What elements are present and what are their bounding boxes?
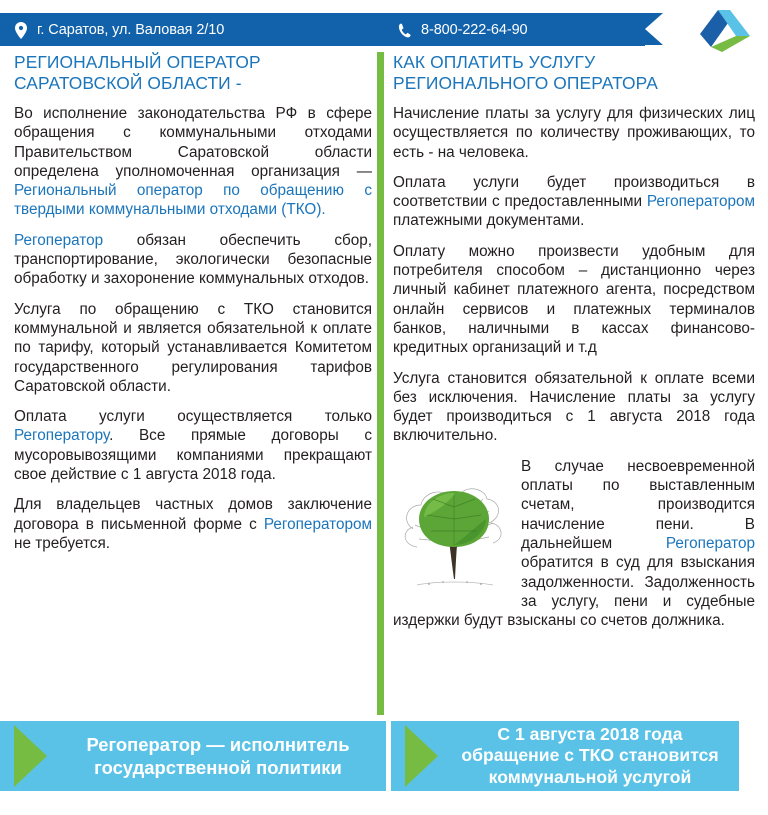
right-title-line-2: РЕГИОНАЛЬНОГО ОПЕРАТОРА <box>393 73 658 93</box>
highlighted-term: Регоператор <box>665 534 755 552</box>
text-run: . Все прямые договоры с мусоровывозящими компаниями прекращают свое действие с 1 августа 2018 года. <box>14 427 372 484</box>
chevron-right-icon <box>14 725 47 787</box>
paragraph <box>14 300 372 396</box>
left-column <box>14 52 372 553</box>
right-column-title <box>393 52 755 94</box>
highlighted-term: Региональный оператор по обращению с твердыми коммунальными отходами (ТКО). <box>14 182 372 219</box>
paragraph <box>14 495 372 553</box>
chevron-right-icon <box>405 725 438 787</box>
text-run: Оплата услуги будет производиться в соответствии с предоставленными <box>393 173 755 211</box>
map-pin-icon <box>14 22 28 39</box>
highlighted-term: Регоператором <box>263 515 372 533</box>
banner-right-line-2: обращение с ТКО становится <box>461 745 719 766</box>
tree-illustration <box>393 461 515 596</box>
text-run: Услуга по обращению с ТКО становится коммунальной и является обязательной к оплате по тарифу, который устанавливается Комитетом государственного регулирования тарифов Саратовской области. <box>14 300 372 395</box>
paragraph <box>393 369 755 446</box>
highlighted-term: Регоператор <box>14 231 104 249</box>
phone-block[interactable] <box>398 13 528 46</box>
right-title-line-1: КАК ОПЛАТИТЬ УСЛУГУ <box>393 52 596 72</box>
phone-icon <box>398 22 412 39</box>
text-run: Оплата услуги осуществляется только <box>14 408 372 426</box>
left-title-line-1: РЕГИОНАЛЬНЫЙ ОПЕРАТОР <box>14 52 261 72</box>
banner-right-line-3: коммунальной услугой <box>488 766 692 787</box>
banner-right-line-1: С 1 августа 2018 года <box>497 723 683 744</box>
left-column-title <box>14 52 372 94</box>
content-columns <box>0 52 768 715</box>
text-run: обратится в суд для взыскания задолженности. Задолженность за услугу, пени и судебные издержки будут взысканы со счетов должника. <box>393 554 755 630</box>
right-column <box>393 52 755 630</box>
paragraph <box>393 104 755 162</box>
contact-bar-arrow-tip <box>645 13 663 45</box>
phone-text: 8-800-222-64-90 <box>421 21 528 38</box>
text-run: Во исполнение законодательства РФ в сфере обращения с коммунальными отходами Правительством Саратовской области определена уполномоченная организация — <box>14 105 372 180</box>
text-run: Для владельцев частных домов заключение договора в письменной форме с <box>14 496 372 533</box>
bottom-banners <box>0 721 768 791</box>
company-logo <box>698 6 754 54</box>
contact-bar <box>0 13 690 46</box>
text-run: обязан обеспечить сбор, транспортирование, экологически безопасные обработку и захоронение коммунальных отходов. <box>14 231 372 288</box>
banner-left-line-2: государственной политики <box>94 757 342 778</box>
paragraph <box>14 104 372 220</box>
banner-left-line-1: Регоператор — исполнитель <box>86 734 350 755</box>
text-run: платежными документами. <box>393 212 585 230</box>
text-run: Услуга становится обязательной к оплате всеми без исключения. Начисление платы за услугу будет производиться с 1 августа 2018 года включительно. <box>393 369 755 445</box>
paragraph <box>393 173 755 231</box>
highlighted-term: Регоператором <box>646 193 755 211</box>
text-run: Начисление платы за услугу для физических лиц осуществляется по количеству проживающих, то есть - на человека. <box>393 105 755 161</box>
banner-right <box>391 721 739 791</box>
text-run: В случае несвоевременной оплаты по выставленным счетам, производится начисление пени. В дальнейшем <box>521 457 755 552</box>
paragraph <box>393 457 755 631</box>
text-run: не требуется. <box>14 534 110 552</box>
banner-left <box>0 721 386 791</box>
address-block <box>14 13 224 46</box>
left-column-body <box>14 104 372 553</box>
paragraph <box>14 407 372 484</box>
banner-right-text <box>449 721 731 791</box>
banner-left-text <box>58 721 378 791</box>
right-column-body <box>393 104 755 630</box>
column-divider <box>377 52 384 715</box>
text-run: Оплату можно произвести удобным для потребителя способом – дистанционно через личный кабинет платежного агента, посредством онлайн сервисов и платежных терминалов банков, наличными в кассах финансово-кредитных организаций и т.д <box>393 242 755 357</box>
paragraph <box>393 242 755 358</box>
left-title-line-2: САРАТОВСКОЙ ОБЛАСТИ - <box>14 73 242 93</box>
highlighted-term: Регоператору <box>14 427 110 445</box>
paragraph <box>14 231 372 289</box>
address-text: г. Саратов, ул. Валовая 2/10 <box>37 21 225 38</box>
